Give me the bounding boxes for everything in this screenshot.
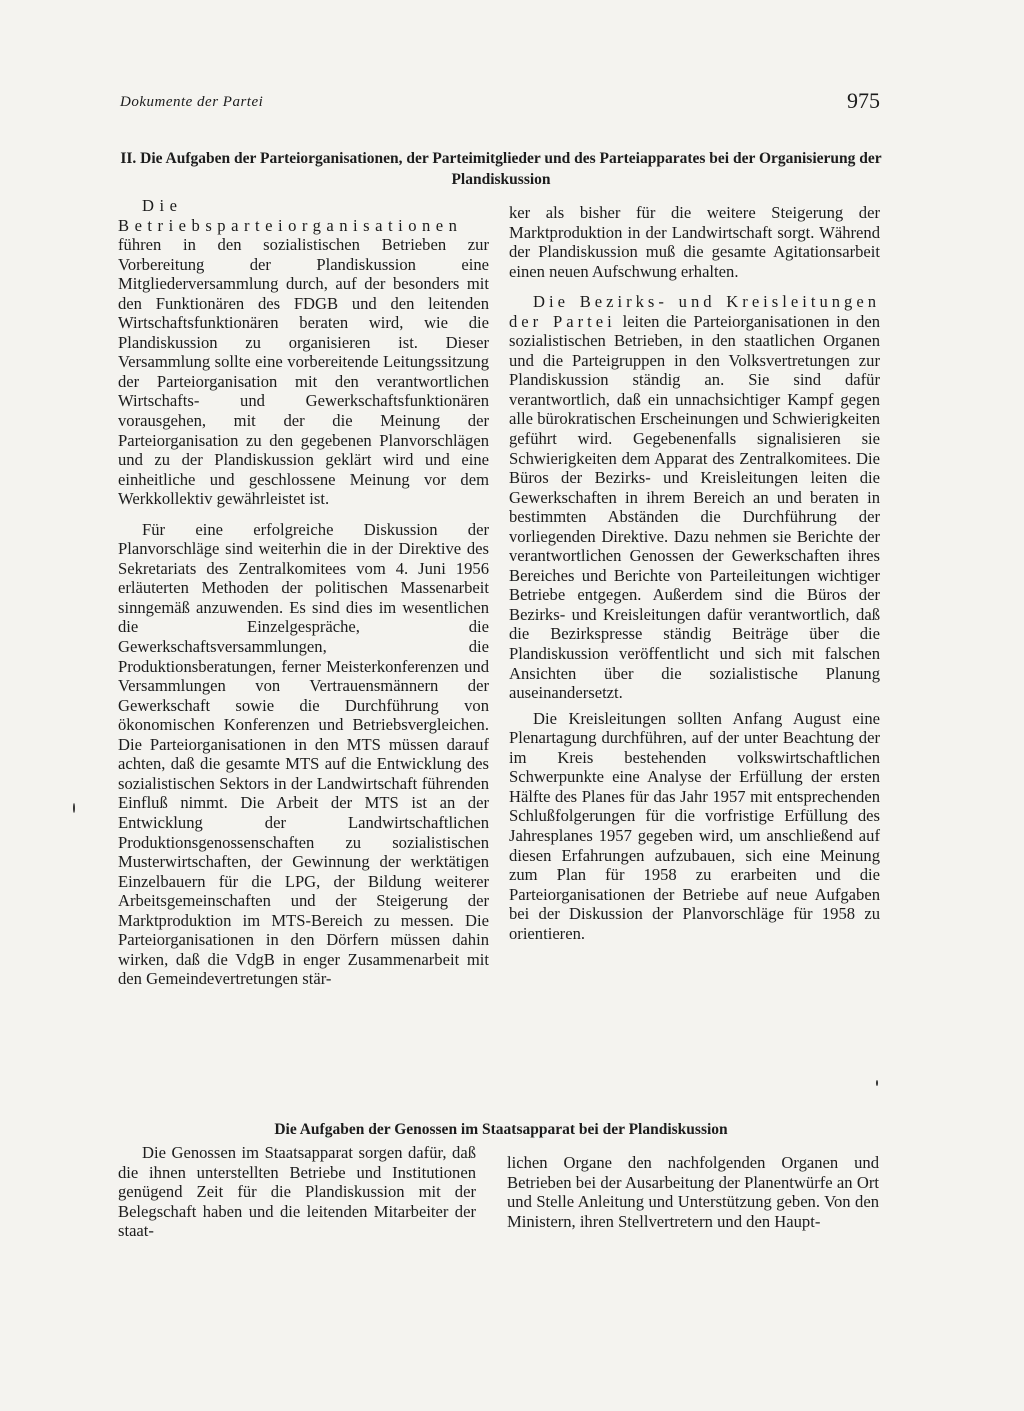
section-title: II. Die Aufgaben der Parteiorganisationen, der Parteimitglieder und des Parteiapparates bei der Organisierung der Plandiskussion [120, 150, 882, 188]
emphasized-lead: Die Betriebsparteiorganisationen [118, 196, 463, 235]
paragraph-text: leiten die Parteiorganisationen in den sozialistischen Betrieben, in den staatlichen Organen und die Parteigruppen in den Volksvertretungen zur Plandiskussion ständig an. Sie sind dafür verantwortlich, daß ein unnachsichtiger Kampf gegen alle bürokratischen Erscheinungen und Schwierigkeiten geführt wird. Gegebenenfalls signalisieren sie Schwierigkeiten dem Apparat des Zentralkomitees. Die Büros der Bezirks- und Kreisleitungen leiten die Gewerkschaften in ihrem Bereich an und beraten in bestimmten Abständen die Durchführung der vorliegenden Direktive. Dazu nehmen sie Berichte der verantwortlichen Genossen der Gewerkschaften ihres Bereiches und Berichte von Parteileitungen wichtiger Betriebe entgegen. Außerdem sind die Büros der Bezirks- und Kreisleitungen dafür verantwortlich, daß die Bezirkspresse ständig Beiträge über die Plandiskussion veröffentlicht und sich mit falschen Ansichten über die sozialistische Planung auseinandersetzt. [509, 311, 881, 703]
right-column [509, 203, 880, 943]
running-head: Dokumente der Partei [120, 94, 264, 110]
paragraph-text: führen in den sozialistischen Betrieben zur Vorbereitung der Plandiskussion eine Mitgliederversammlung durch, auf der besonders mit den Funktionären des FDGB und den leitenden Wirtschaftsfunktionären beraten wird, wie die Plandiskussion zu organisieren ist. Dieser Versammlung sollte eine vorbereitende Leitungssitzung der Parteiorganisation mit den verantwortlichen Wirtschafts- und Gewerkschaftsfunktionären vorausgehen, mit der die Meinung der Parteiorganisation zu den gegebenen Planvorschlägen und zu der Plandiskussion geklärt wird und eine einheitliche und geschlossene Meinung vor dem Werkkollektiv gewährleistet ist. [118, 235, 489, 509]
paragraph: Die Genossen im Staatsapparat sorgen dafür, daß die ihnen unterstellten Betriebe und Institutionen genügend Zeit für die Plandiskussion mit der Belegschaft haben und die leitenden Mitarbeiter der staat- [118, 1143, 476, 1241]
left-column [118, 196, 489, 989]
page-number: 975 [847, 88, 880, 113]
subsection-title: Die Aufgaben der Genossen im Staatsapparat bei der Plandiskussion [274, 1121, 728, 1138]
left-column-2 [118, 1143, 476, 1241]
paragraph: Für eine erfolgreiche Diskussion der Planvorschläge sind weiterhin die in der Direktive des Sekretariats des Zentralkomitees vom 4. Juni 1956 erläuterten Methoden der politischen Massenarbeit sinngemäß anzuwenden. Es sind dies im wesentlichen die Einzelgespräche, die Gewerkschaftsversammlungen, die Produktionsberatungen, ferner Meisterkonferenzen und Versammlungen von Vertrauensmännern der Gewerkschaft sowie die Durchführung von ökonomischen Konferenzen und Betriebsvergleichen. Die Parteiorganisationen in den MTS müssen darauf achten, daß die gesamte MTS auf die Entwicklung des sozialistischen Sektors in der Landwirtschaft führenden Einfluß nimmt. Die Arbeit der MTS ist an der Entwicklung der Landwirtschaftlichen Produktionsgenossenschaften zu sozialistischen Musterwirtschaften, der Gewinnung der werktätigen Einzelbauern für die LPG, der Bildung weiterer Arbeitsgemeinschaften und der Steigerung der Marktproduktion im MTS-Bereich zu messen. Die Parteiorganisationen in den Dörfern müssen dahin wirken, daß die VdgB in enger Zusammenarbeit mit den Gemeindevertretungen stär- [118, 519, 489, 989]
paragraph [118, 196, 489, 509]
paragraph: lichen Organe den nachfolgenden Organen und Betrieben bei der Ausarbeitung der Planentwürfe an Ort und Stelle Anleitung und Unterstützung geben. Von den Ministern, ihren Stellvertretern und den Haupt- [507, 1153, 879, 1231]
print-speck [876, 1080, 878, 1086]
paragraph [509, 292, 880, 702]
page-header [120, 88, 880, 128]
right-column-2 [507, 1153, 879, 1231]
print-speck [73, 803, 75, 813]
emphasized-lead: Die Bezirks- und Kreisleitungen der Partei [509, 292, 880, 331]
paragraph: Die Kreisleitungen sollten Anfang August eine Plenartagung durchführen, auf der unter Beachtung der im Kreis bestehenden volkswirtschaftlichen Schwerpunkte eine Analyse der Erfüllung der ersten Hälfte des Planes für das Jahr 1957 mit entsprechenden Schlußfolgerungen für die vorfristige Erfüllung des Jahresplanes 1957 gegeben wird, um anschließend auf diesen Erfahrungen aufzubauen, sich eine Meinung zum Plan für 1958 zu erarbeiten und die Parteiorganisationen der Betriebe auf neue Aufgaben bei der Diskussion der Planvorschläge für 1958 zu orientieren. [509, 708, 880, 943]
paragraph: ker als bisher für die weitere Steigerung der Marktproduktion in der Landwirtschaft sorgt. Während der Plandiskussion muß die gesamte Agitationsarbeit einen neuen Aufschwung erhalten. [509, 203, 880, 281]
